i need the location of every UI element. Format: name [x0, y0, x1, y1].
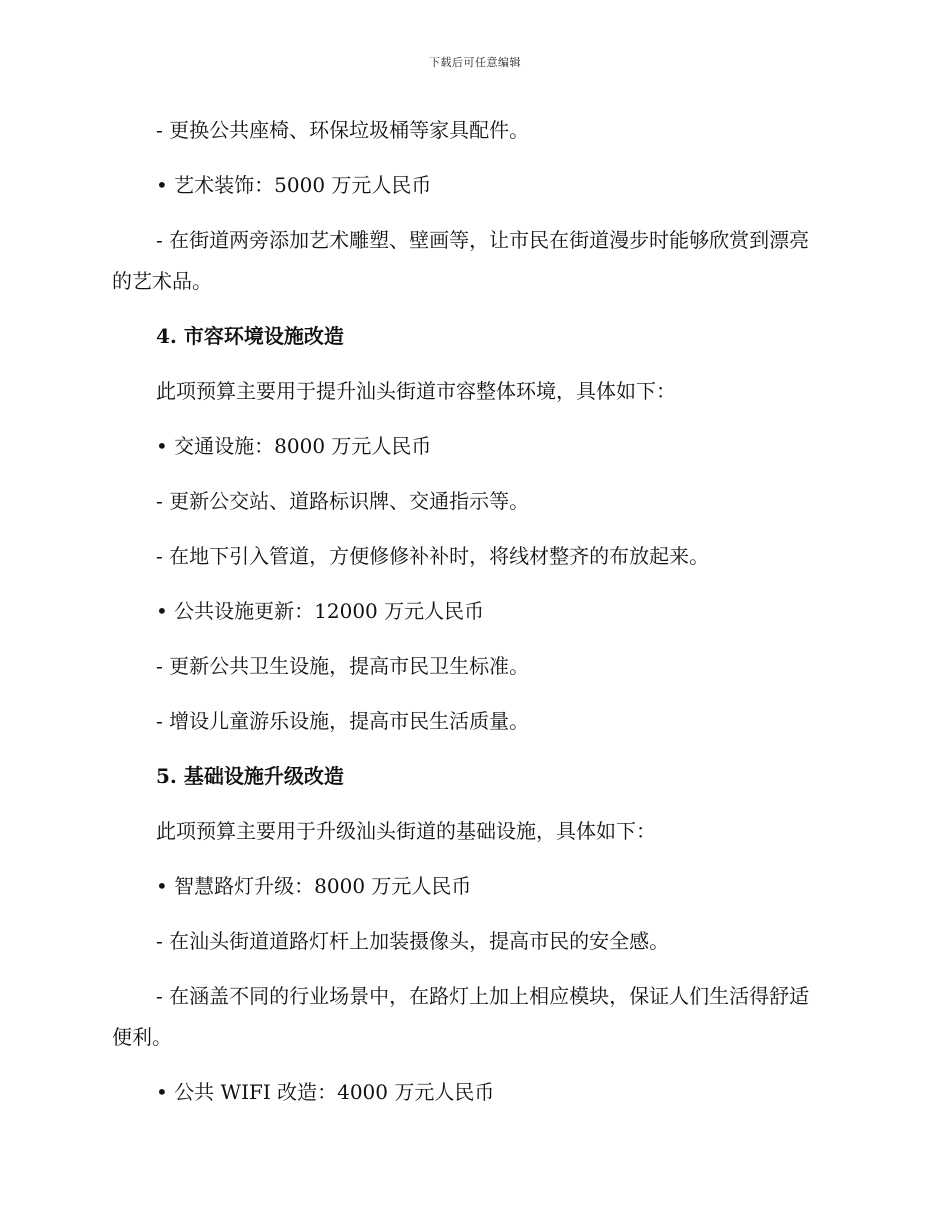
bullet-detail-furniture: - 更换公共座椅、环保垃圾桶等家具配件。 — [156, 118, 530, 142]
budget-item-traffic: • 交通设施：8000 万元人民币 — [156, 434, 432, 458]
section-heading-4: 4. 市容环境设施改造 — [156, 324, 344, 348]
page-header: 下载后可任意编辑 — [429, 56, 521, 69]
bullet-detail-traffic-2: - 在地下引入管道，方便修修补补时，将线材整齐的布放起来。 — [156, 544, 710, 568]
section-intro-4: 此项预算主要用于提升汕头街道市容整体环境，具体如下： — [156, 379, 676, 403]
budget-item-smart-streetlight: • 智慧路灯升级：8000 万元人民币 — [156, 874, 472, 898]
bullet-detail-public-1: - 更新公共卫生设施，提高市民卫生标准。 — [156, 654, 530, 678]
document-body — [112, 110, 828, 1127]
budget-item-art-decoration: • 艺术装饰：5000 万元人民币 — [156, 173, 432, 197]
bullet-detail-streetlight-2: - 在涵盖不同的行业场景中，在路灯上加上相应模块，保证人们生活得舒适便利。 — [112, 984, 810, 1049]
section-intro-5: 此项预算主要用于升级汕头街道的基础设施，具体如下： — [156, 819, 656, 843]
bullet-detail-streetlight-1: - 在汕头街道道路灯杆上加装摄像头，提高市民的安全感。 — [156, 929, 670, 953]
budget-item-public-wifi: • 公共 WIFI 改造：4000 万元人民币 — [156, 1080, 495, 1104]
bullet-detail-public-2: - 增设儿童游乐设施，提高市民生活质量。 — [156, 709, 530, 733]
bullet-detail-art: - 在街道两旁添加艺术雕塑、壁画等，让市民在街道漫步时能够欣赏到漂亮的艺术品。 — [112, 228, 810, 293]
budget-item-public-facilities: • 公共设施更新：12000 万元人民币 — [156, 599, 485, 623]
bullet-detail-traffic-1: - 更新公交站、道路标识牌、交通指示等。 — [156, 489, 530, 513]
section-heading-5: 5. 基础设施升级改造 — [156, 764, 344, 788]
